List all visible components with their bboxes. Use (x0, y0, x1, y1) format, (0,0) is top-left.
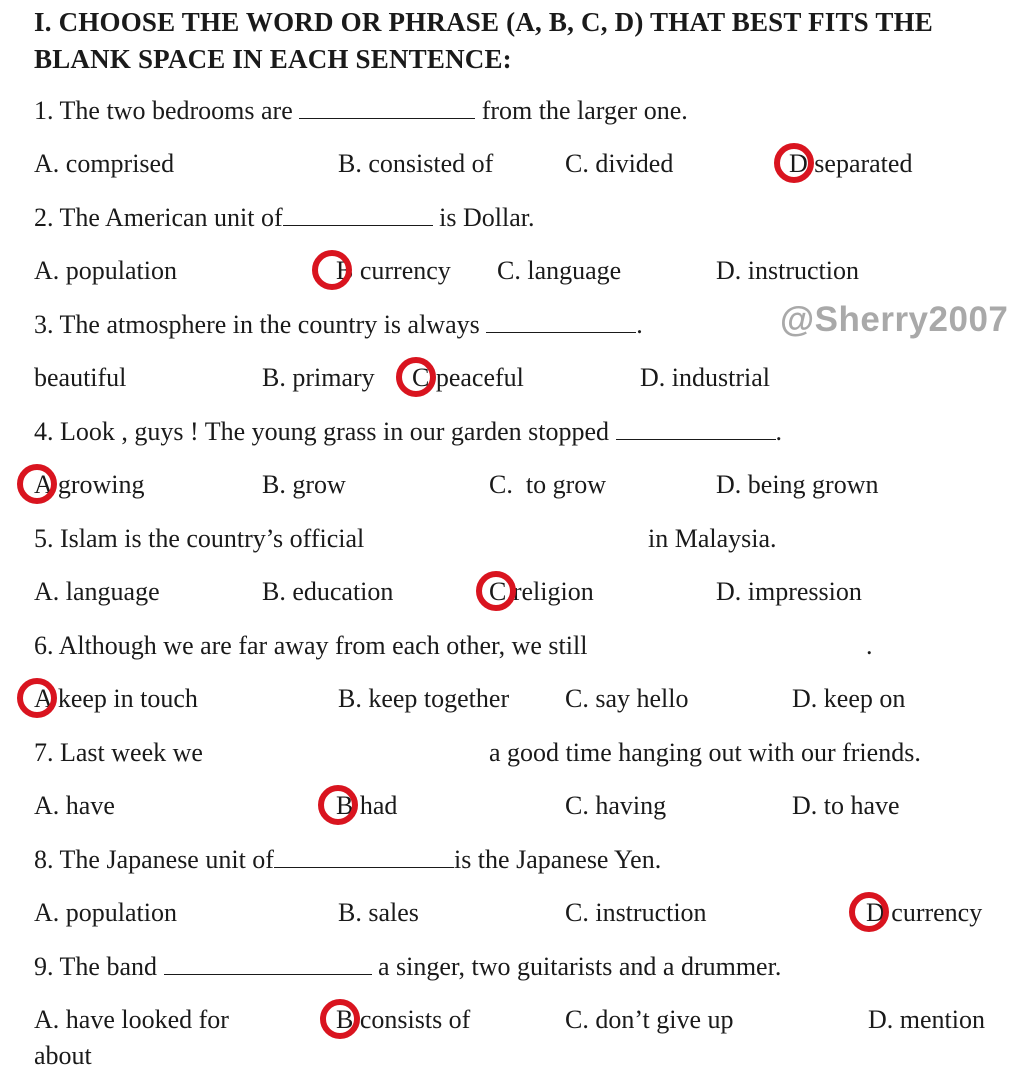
question-8-text-b: is the Japanese Yen. (453, 845, 662, 874)
answer-circle-q9 (320, 999, 360, 1039)
q6-option-b[interactable]: B. keep together (338, 684, 510, 713)
q2-option-b-text: currency (359, 256, 451, 285)
question-5-stem-b: in Malaysia. (648, 524, 777, 553)
question-4-blank (616, 417, 776, 440)
answer-circle-q5 (476, 571, 516, 611)
answer-circle-q7 (318, 785, 358, 825)
q1-option-c[interactable]: C. divided (565, 149, 674, 178)
q5-option-b[interactable]: B. education (262, 577, 394, 606)
question-6-stem-b: . (866, 631, 873, 660)
q3-option-c-letter: C (412, 363, 430, 392)
q2-option-b-letter: B (336, 256, 354, 285)
question-8-stem (34, 845, 661, 875)
question-4-stem (34, 417, 782, 447)
q1-option-a[interactable]: A. comprised (34, 149, 175, 178)
q7-option-a[interactable]: A. have (34, 791, 115, 820)
q3-option-c-text: peaceful (435, 363, 524, 392)
q1-option-d-text: separated (814, 149, 913, 178)
q7-option-c[interactable]: C. having (565, 791, 667, 820)
question-7-stem-b: a good time hanging out with our friends. (489, 738, 921, 767)
q6-option-a[interactable] (34, 684, 198, 714)
q6-option-a-letter: A (34, 684, 52, 713)
q5-option-d[interactable]: D. impression (716, 577, 862, 606)
question-8-text-a: 8. The Japanese unit of (34, 845, 274, 874)
q4-option-c[interactable]: C. to grow (489, 470, 606, 499)
q8-option-a[interactable]: A. population (34, 898, 177, 927)
question-1-text-a: 1. The two bedrooms are (34, 96, 293, 125)
question-2-text-b: is Dollar. (439, 203, 535, 232)
question-9-blank (164, 952, 372, 975)
question-2-text-a: 2. The American unit of (34, 203, 283, 232)
q9-option-c[interactable]: C. don’t give up (565, 1005, 734, 1034)
section-heading (34, 4, 1014, 78)
q8-option-b[interactable]: B. sales (338, 898, 419, 927)
q3-option-d[interactable]: D. industrial (640, 363, 770, 392)
answer-circle-q8 (849, 892, 889, 932)
answer-circle-q3 (396, 357, 436, 397)
question-3-stem (34, 310, 643, 340)
question-3-blank (486, 310, 636, 333)
question-4-text-a: 4. Look , guys ! The young grass in our garden stopped (34, 417, 610, 446)
answer-circle-q1 (774, 143, 814, 183)
question-8-blank (274, 845, 454, 868)
q4-option-b[interactable]: B. grow (262, 470, 346, 499)
question-6-stem-a: 6. Although we are far away from each other, we still (34, 631, 588, 660)
q8-option-d-letter: D (866, 898, 885, 927)
q4-option-d[interactable]: D. being grown (716, 470, 879, 499)
q1-option-b[interactable]: B. consisted of (338, 149, 494, 178)
question-2-blank (283, 203, 433, 226)
question-9-text-a: 9. The band (34, 952, 157, 981)
q3-option-b[interactable]: B. primary (262, 363, 375, 392)
q9-option-a-continued: about (34, 1041, 92, 1070)
answer-circle-q2 (312, 250, 352, 290)
question-3-text-a: 3. The atmosphere in the country is always (34, 310, 480, 339)
question-1-stem (34, 96, 688, 126)
q2-option-b[interactable] (336, 256, 451, 286)
q2-option-c[interactable]: C. language (497, 256, 622, 285)
heading-line-2: BLANK SPACE IN EACH SENTENCE: (34, 44, 512, 74)
q4-option-a-letter: A (34, 470, 52, 499)
q8-option-c[interactable]: C. instruction (565, 898, 707, 927)
q7-option-b-text: had (359, 791, 398, 820)
q7-option-b-letter: B (336, 791, 354, 820)
question-2-stem (34, 203, 534, 233)
watermark: @Sherry2007 (780, 300, 1009, 339)
q5-option-c-letter: C. (489, 577, 513, 606)
q3-option-a[interactable]: beautiful (34, 363, 127, 392)
q6-option-c[interactable]: C. say hello (565, 684, 689, 713)
question-5-stem-a: 5. Islam is the country’s official (34, 524, 365, 553)
heading-line-1: I. CHOOSE THE WORD OR PHRASE (A, B, C, D) THAT BEST FITS THE (34, 7, 933, 37)
q5-option-c-text: religion (512, 577, 594, 606)
question-9-stem (34, 952, 781, 982)
q4-option-a-text: growing (57, 470, 145, 499)
q6-option-d[interactable]: D. keep on (792, 684, 906, 713)
question-7-stem-a: 7. Last week we (34, 738, 203, 767)
question-1-blank (299, 96, 475, 119)
q5-option-a[interactable]: A. language (34, 577, 160, 606)
q9-option-b-letter: B. (336, 1005, 360, 1034)
q9-option-a[interactable]: A. have looked for (34, 1005, 229, 1034)
q1-option-d-letter: D (789, 149, 808, 178)
q6-option-a-text: keep in touch (57, 684, 198, 713)
question-9-text-b: a singer, two guitarists and a drummer. (378, 952, 782, 981)
q2-option-a[interactable]: A. population (34, 256, 177, 285)
q9-option-b-text: consists of (359, 1005, 471, 1034)
q8-option-d-text: currency (891, 898, 983, 927)
question-4-text-b: . (775, 417, 783, 446)
q9-option-d[interactable]: D. mention (868, 1005, 985, 1034)
answer-circle-q4 (17, 464, 57, 504)
question-1-text-b: from the larger one. (481, 96, 688, 125)
answer-circle-q6 (17, 678, 57, 718)
q2-option-d[interactable]: D. instruction (716, 256, 859, 285)
q7-option-d[interactable]: D. to have (792, 791, 900, 820)
question-3-text-b: . (636, 310, 643, 339)
